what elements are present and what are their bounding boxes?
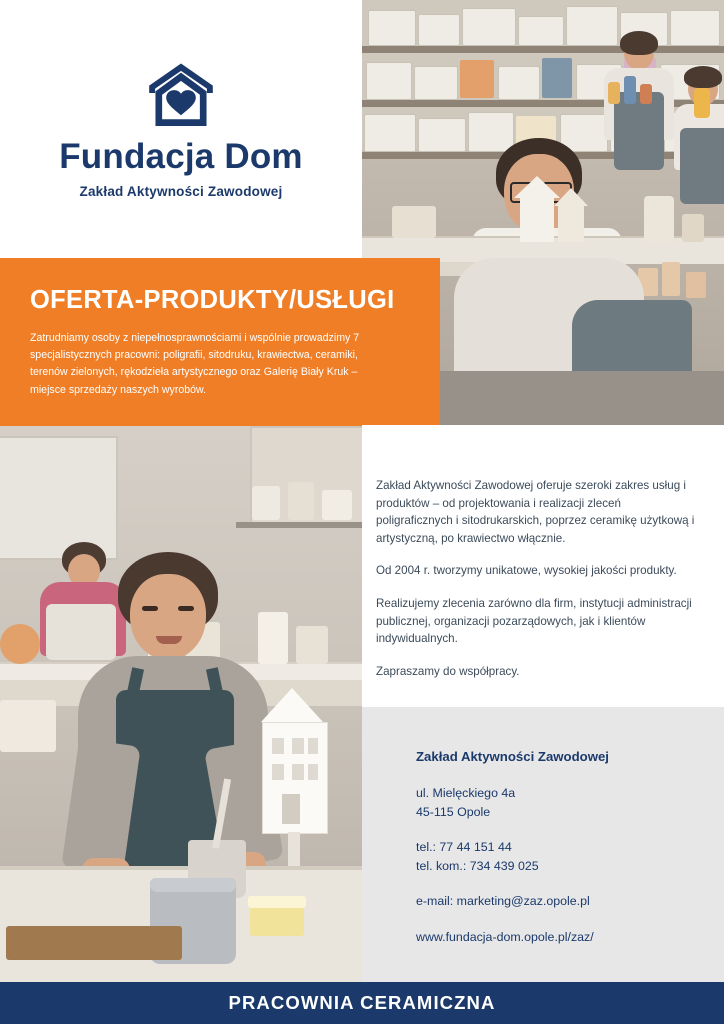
address-line-2: 45-115 Opole <box>416 804 491 819</box>
contact-heading: Zakład Aktywności Zawodowej <box>416 749 609 764</box>
logo-title: Fundacja Dom <box>59 136 303 176</box>
description-paragraph-4: Zapraszamy do współpracy. <box>376 664 520 678</box>
description-paragraph-3: Realizujemy zlecenia zarówno dla firm, instytucji administracji publicznej, organizacji pozarządowych, jak i klientów indywidualnych. <box>376 597 692 646</box>
offer-title: OFERTA-PRODUKTY/USŁUGI <box>30 286 395 314</box>
description-paragraph-2: Od 2004 r. tworzymy unikatowe, wysokiej jakości produkty. <box>376 564 677 578</box>
contact-website-group <box>416 928 700 947</box>
phone-mobile[interactable]: tel. kom.: 734 439 025 <box>416 858 539 873</box>
house-heart-logo-icon <box>144 59 218 133</box>
contact-email-group <box>416 892 700 911</box>
offer-description: Zatrudniamy osoby z niepełnosprawnościami i wspólnie prowadzimy 7 specjalistycznych pracowni: poligrafii, sitodruku, krawiectwa, ceramiki, terenów zielonych, rękodzieła artystycznego oraz Galerię Biały Kruk – miejsce sprzedaży naszych wyrobów. <box>30 332 360 396</box>
logo-block <box>0 0 362 258</box>
footer-bar <box>0 982 724 1024</box>
website-link[interactable]: www.fundacja-dom.opole.pl/zaz/ <box>416 930 594 945</box>
description-block <box>362 425 724 707</box>
offer-banner <box>0 258 440 426</box>
artisan-photo-bottom <box>0 426 362 982</box>
phone-landline[interactable]: tel.: 77 44 151 44 <box>416 840 512 855</box>
contact-address <box>416 784 700 821</box>
logo-subtitle: Zakład Aktywności Zawodowej <box>79 184 283 200</box>
contact-block <box>362 707 724 982</box>
address-line-1: ul. Mielęckiego 4a <box>416 786 516 800</box>
email-link[interactable]: e-mail: marketing@zaz.opole.pl <box>416 894 590 909</box>
footer-label: PRACOWNIA CERAMICZNA <box>228 992 496 1013</box>
contact-phones <box>416 838 700 875</box>
description-paragraph-1: Zakład Aktywności Zawodowej oferuje szeroki zakres usług i produktów – od projektowania i realizacji zleceń poligraficznych i sitodrukarskich, poprzez ceramikę użytkową i artystyczną, po krawiectwo włącznie. <box>376 479 695 545</box>
